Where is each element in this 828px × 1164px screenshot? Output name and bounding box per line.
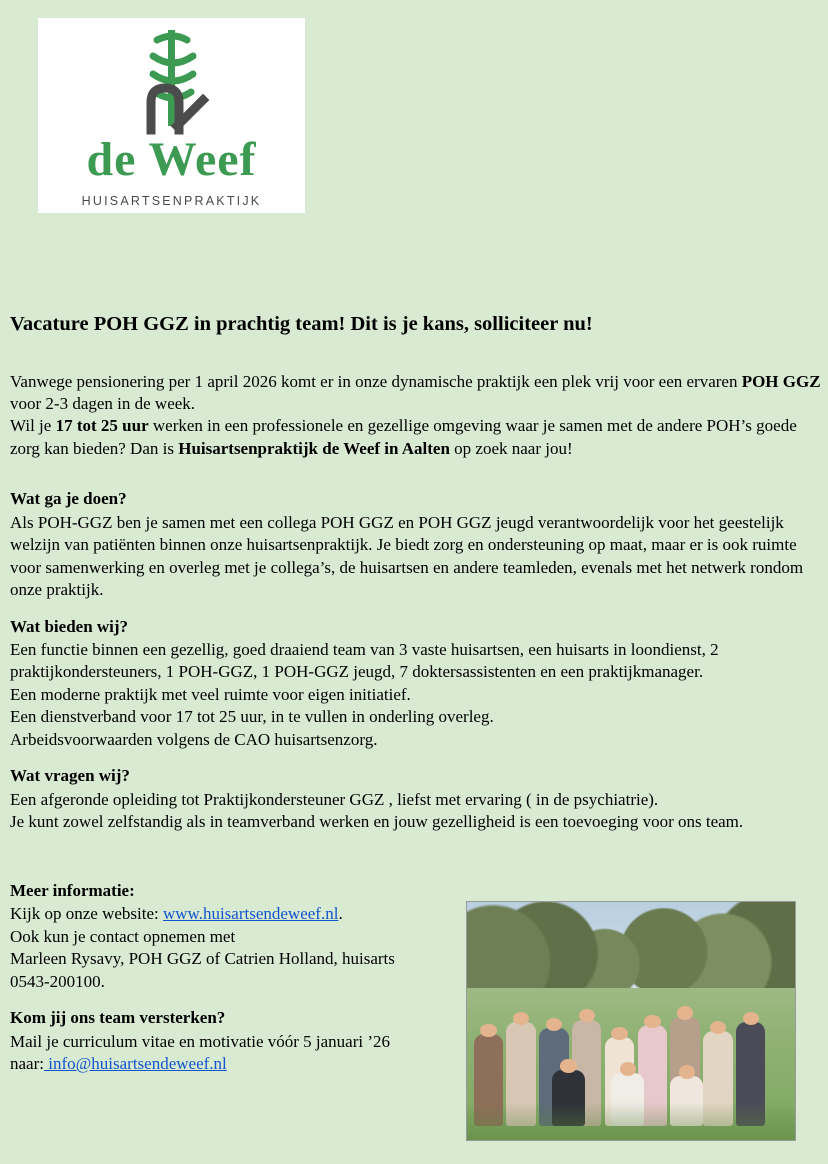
intro-paragraph — [10, 371, 822, 461]
offer-line-3: Een dienstverband voor 17 tot 25 uur, in te vullen in onderling overleg. — [10, 707, 494, 727]
section-heading-more-info: Meer informatie: — [10, 881, 135, 900]
aesculapius-staff-icon — [117, 26, 227, 136]
website-prefix: Kijk op onze website: — [10, 904, 163, 924]
offer-line-2: Een moderne praktijk met veel ruimte voor eigen initiatief. — [10, 684, 411, 704]
person-head — [560, 1059, 576, 1072]
contact-phone: 0543-200100. — [10, 971, 105, 991]
intro-role-emphasis: POH GGZ — [741, 371, 821, 391]
page-title: Vacature POH GGZ in prachtig team! Dit is je kans, solliciteer nu! — [10, 313, 593, 335]
contact-line-2: Marleen Rysavy, POH GGZ of Catrien Holland, huisarts — [10, 949, 395, 969]
intro-text-5: op zoek naar jou! — [449, 438, 573, 458]
email-link[interactable]: info@huisartsendeweef.nl — [43, 1054, 227, 1074]
vacancy-body — [10, 312, 822, 847]
person-head — [679, 1065, 695, 1078]
person-head — [677, 1006, 693, 1019]
intro-text-3: Wil je — [10, 416, 56, 436]
section-body-requirements — [10, 789, 822, 834]
person-head — [620, 1062, 636, 1075]
offer-line-4: Arbeidsvoorwaarden volgens de CAO huisartsenzorg. — [10, 729, 378, 749]
intro-text-1: Vanwege pensionering per 1 april 2026 komt er in onze dynamische praktijk een plek vrij voor een ervaren — [10, 371, 742, 391]
section-heading-requirements: Wat vragen wij? — [10, 766, 130, 786]
person-head — [611, 1027, 627, 1040]
email-prefix: naar: — [10, 1054, 44, 1074]
intro-text-2: voor 2-3 dagen in de week. — [10, 394, 196, 414]
requirements-line-1: Een afgeronde opleiding tot Praktijkondersteuner GGZ , liefst met ervaring ( in de psychiatrie). — [10, 789, 659, 809]
logo-wordmark: de Weef — [86, 133, 257, 186]
person-head — [644, 1015, 660, 1028]
section-heading-tasks: Wat ga je doen? — [10, 489, 127, 509]
intro-hours-emphasis: 17 tot 25 uur — [55, 416, 149, 436]
section-body-more-info — [10, 903, 460, 993]
person-head — [480, 1024, 496, 1037]
team-group-photo — [466, 901, 796, 1141]
offer-line-1: Een functie binnen een gezellig, goed draaiend team van 3 vaste huisartsen, een huisarts in loondienst, 2 praktijkondersteuners, 1 POH-GGZ, 1 POH-GGZ jeugd, 7 doktersassistenten en een praktijkmanager. — [10, 639, 719, 682]
contact-block — [10, 880, 460, 1076]
logo-subtitle: HUISARTSENPRAKTIJK — [81, 194, 262, 208]
photo-treeline — [467, 902, 795, 988]
requirements-line-2: Je kunt zowel zelfstandig als in teamverband werken en jouw gezelligheid is een toevoeging voor ons team. — [10, 812, 744, 832]
contact-line-1: Ook kun je contact opnemen met — [10, 926, 236, 946]
section-heading-join: Kom jij ons team versterken? — [10, 1008, 226, 1028]
section-body-offer — [10, 639, 822, 751]
section-body-tasks: Als POH-GGZ ben je samen met een collega POH GGZ en POH GGZ jeugd verantwoordelijk voor het geestelijk welzijn van patiënten binnen onze huisartsenpraktijk. Je biedt zorg en ondersteuning op maat, maar er is ook ruimte voor samenwerking en overleg met je collega’s, de huisartsen en andere teamleden, evenals met het netwerk rondom onze praktijk. — [10, 512, 804, 600]
intro-practice-emphasis: Huisartsenpraktijk de Weef in Aalten — [178, 438, 450, 458]
section-body-join — [10, 1031, 460, 1076]
section-heading-offer: Wat bieden wij? — [10, 616, 129, 636]
intro-text-4: werken in een professionele en gezellige omgeving waar je samen met de andere POH’s goede zorg kan bieden? Dan is — [10, 416, 797, 458]
photo-ground-shade — [467, 1102, 795, 1140]
website-suffix: . — [338, 904, 343, 924]
website-link[interactable]: www.huisartsendeweef.nl — [162, 904, 339, 924]
join-line-1: Mail je curriculum vitae en motivatie vóór 5 januari ’26 — [10, 1031, 391, 1051]
practice-logo — [38, 18, 305, 213]
